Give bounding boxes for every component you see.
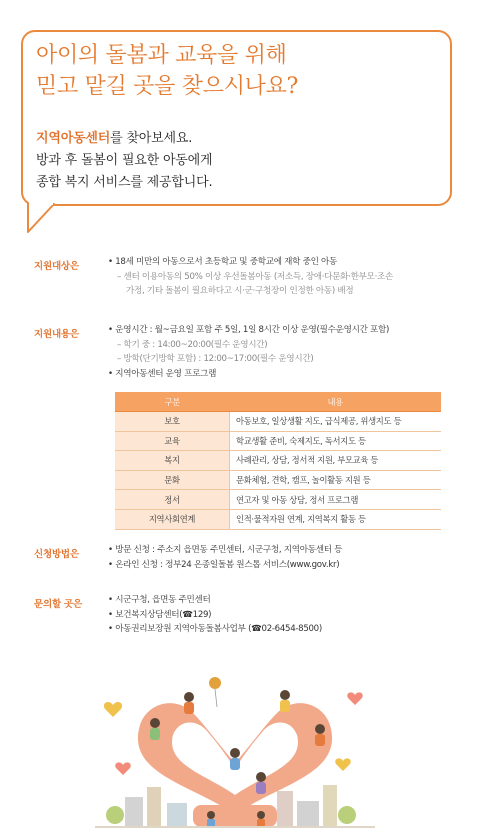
program-table-header-category: 구분 (115, 392, 230, 412)
heart-hands-illustration (85, 665, 385, 837)
program-table-header (115, 392, 441, 412)
target-sub-1: – 센터 이용아동의 50% 이상 우선돌봄아동 (저소득, 장애·다문화·한부모·조손 (108, 270, 393, 285)
table-row-content: 사례관리, 상담, 정서적 지원, 부모교육 등 (230, 451, 442, 471)
program-table-header-content: 내용 (230, 392, 442, 412)
content-bullet-2: • 지역아동센터 운영 프로그램 (108, 367, 389, 382)
intro-line-1-rest: 를 찾아보세요. (110, 131, 193, 146)
inquiry-bullet-2: • 보건복지상담센터(☎129) (108, 608, 322, 623)
intro-line-3: 종합 복지 서비스를 제공합니다. (36, 175, 213, 190)
program-table (115, 392, 441, 530)
target-bullet-1: • 18세 미만의 아동으로서 초등학교 및 중학교에 재학 중인 아동 (108, 255, 393, 270)
table-row (115, 490, 441, 510)
section-body-inquiry (108, 593, 322, 637)
apply-bullet-2: • 온라인 신청 : 정부24 온종일돌봄 원스톱 서비스(www.gov.kr) (108, 558, 342, 573)
apply-bullet-1: • 방문 신청 : 주소지 읍면동 주민센터, 시군구청, 지역아동센터 등 (108, 543, 342, 558)
headline-line-2: 믿고 맡길 곳을 찾으시나요? (36, 74, 299, 99)
table-row (115, 431, 441, 451)
headline-line-1: 아이의 돌봄과 교육을 위해 (36, 43, 287, 68)
target-sub-1-cont: 가정, 기타 돌봄이 필요하다고 시·군·구청장이 인정한 아동) 배정 (126, 286, 354, 296)
intro-highlight: 지역아동센터 (36, 131, 111, 146)
speech-bubble-tail (0, 0, 80, 240)
table-row-content: 문화체험, 견학, 캠프, 놀이활동 지원 등 (230, 470, 442, 490)
table-row-category: 보호 (115, 412, 230, 432)
content-sub-1: – 학기 중 : 14:00~20:00(필수 운영시간) (108, 338, 389, 353)
headline (36, 40, 436, 102)
table-row-content: 연고자 및 아동 상담, 정서 프로그램 (230, 490, 442, 510)
intro-line-1 (36, 128, 212, 150)
content-bullet-1: • 운영시간 : 월~금요일 포함 주 5일, 1일 8시간 이상 운영(필수운영시간 포함) (108, 323, 389, 338)
table-row (115, 509, 441, 529)
table-row (115, 451, 441, 471)
inquiry-bullet-1: • 시군구청, 읍면동 주민센터 (108, 593, 322, 608)
section-label-inquiry: 문의할 곳은 (34, 599, 82, 610)
section-label-content: 지원내용은 (34, 329, 79, 340)
table-row-content: 인적·물적자원 연계, 지역복지 활동 등 (230, 509, 442, 529)
content-sub-2: – 방학(단기방학 포함) : 12:00~17:00(필수 운영시간) (108, 352, 389, 367)
table-row-content: 학교생활 준비, 숙제지도, 독서지도 등 (230, 431, 442, 451)
table-row-category: 정서 (115, 490, 230, 510)
intro-text (36, 128, 212, 194)
section-body-content (108, 323, 389, 381)
section-body-apply (108, 543, 342, 572)
table-row-category: 교육 (115, 431, 230, 451)
table-row (115, 470, 441, 490)
section-body-target (108, 255, 393, 299)
table-row-content: 아동보호, 일상생활 지도, 급식제공, 위생지도 등 (230, 412, 442, 432)
inquiry-bullet-3: • 아동권리보장원 지역아동돌봄사업부 (☎02-6454-8500) (108, 622, 322, 637)
section-label-apply: 신청방법은 (34, 549, 79, 560)
intro-line-2: 방과 후 돌봄이 필요한 아동에게 (36, 153, 213, 168)
section-label-target: 지원대상은 (34, 261, 79, 272)
table-row-category: 지역사회연계 (115, 509, 230, 529)
table-row-category: 복지 (115, 451, 230, 471)
table-row-category: 문화 (115, 470, 230, 490)
table-row (115, 412, 441, 432)
